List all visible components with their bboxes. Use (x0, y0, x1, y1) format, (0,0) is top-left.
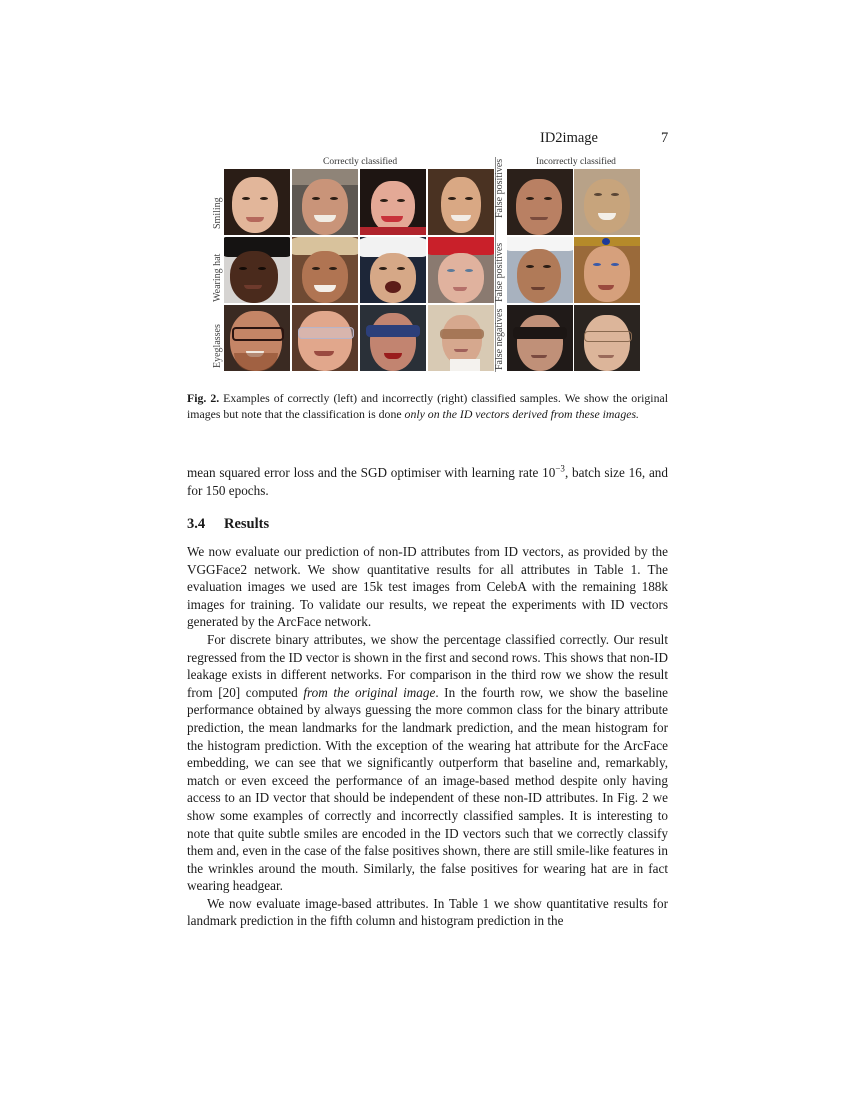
column-group-incorrect: Incorrectly classified (536, 157, 616, 167)
face-image-smiling-3 (360, 169, 426, 235)
row-label-false-positives-smiling: False positives (494, 158, 505, 218)
face-image-hat-4 (428, 237, 494, 303)
face-image-smiling-2 (292, 169, 358, 235)
paragraph-1: We now evaluate our prediction of non-ID attributes from ID vectors, as provided by the VGGFace2 network. We show quantitative results for all attributes in Table 1. The evaluation images we used are 15k test images from CelebA with the remaining 188k images for training. To validate our results, we repeat the experiments with ID vectors generated by the ArcFace network. (187, 544, 668, 630)
face-image-hat-1 (224, 237, 290, 303)
face-image-glasses-fn-1 (507, 305, 573, 371)
caption-text: Examples of correctly (left) and incorrectly (right) classified samples. We show the original images but note that the classification is done (187, 391, 668, 421)
section-number: 3.4 (187, 516, 206, 532)
face-image-smiling-1 (224, 169, 290, 235)
row-label-wearing-hat: Wearing hat (212, 253, 223, 302)
paragraph-2-italic: from the original image (303, 684, 436, 700)
paragraph-2-text-b: . In the fourth row, we show the baseline performance obtained by always guessing the more common class for the binary attribute prediction, the mean landmarks for the landmark prediction, and the mean histogram for the histogram prediction. With the exception of the wearing hat attribute for the ArcFace embedding, we can see that we significantly outperform that baseline and, remarkably, match or even exceed the performance of an image-based method despite only having access to an ID vector that should be independent of these non-ID attributes. In Fig. 2 we show some examples of correctly and incorrectly classified samples. It is interesting to note that quite subtle smiles are encoded in the ID vectors such that we correctly classify them and, even in the case of the false positives shown, there are still smile-like features in the wrinkles around the mouth. Similarly, the false positives for wearing hat are in fact wearing headgear. (187, 684, 669, 894)
page-number: 7 (661, 130, 669, 146)
row-label-eyeglasses: Eyeglasses (212, 324, 223, 368)
face-image-hat-fp-2 (574, 237, 640, 303)
caption-italic: only on the ID vectors derived from these images. (404, 407, 640, 421)
row-label-false-negatives-glasses: False negatives (494, 308, 505, 370)
face-image-smiling-fp-2 (574, 169, 640, 235)
learning-rate-exponent: −3 (555, 463, 565, 474)
caption-label: Fig. 2. (187, 391, 220, 405)
face-image-hat-fp-1 (507, 237, 573, 303)
paragraph-3: We now evaluate image-based attributes. In Table 1 we show quantitative results for landmark prediction in the fifth column and histogram prediction in the (187, 895, 668, 929)
face-image-smiling-fp-1 (507, 169, 573, 235)
face-image-glasses-3 (360, 305, 426, 371)
face-image-glasses-4 (428, 305, 494, 371)
face-image-glasses-2 (292, 305, 358, 371)
running-title: ID2image (540, 130, 598, 146)
face-image-hat-3 (360, 237, 426, 303)
column-group-correct: Correctly classified (323, 157, 398, 167)
paragraph-2-text-a: For discrete binary attributes, we show the percentage classified correctly. Our result regressed from the ID vector is shown in the first and second rows. This shows that non-ID leakage exists in different networks. For comparison in the third row we show the result from [20] computed (187, 631, 668, 700)
face-image-hat-2 (292, 237, 358, 303)
face-image-smiling-4 (428, 169, 494, 235)
section-heading (187, 516, 269, 533)
paragraph-2 (187, 631, 668, 895)
results-body (187, 543, 668, 930)
row-label-false-positives-hat: False positives (494, 242, 505, 302)
continuation-text-b: , batch size 16, and for 150 epochs. (187, 465, 668, 498)
row-label-smiling: Smiling (212, 197, 223, 229)
continuation-text-a: mean squared error loss and the SGD optimiser with learning rate 10 (187, 465, 556, 480)
face-image-glasses-1 (224, 305, 290, 371)
section-title: Results (224, 516, 270, 532)
figure-caption (187, 390, 668, 422)
face-image-glasses-fn-2 (574, 305, 640, 371)
paragraph-continuation (187, 464, 668, 499)
